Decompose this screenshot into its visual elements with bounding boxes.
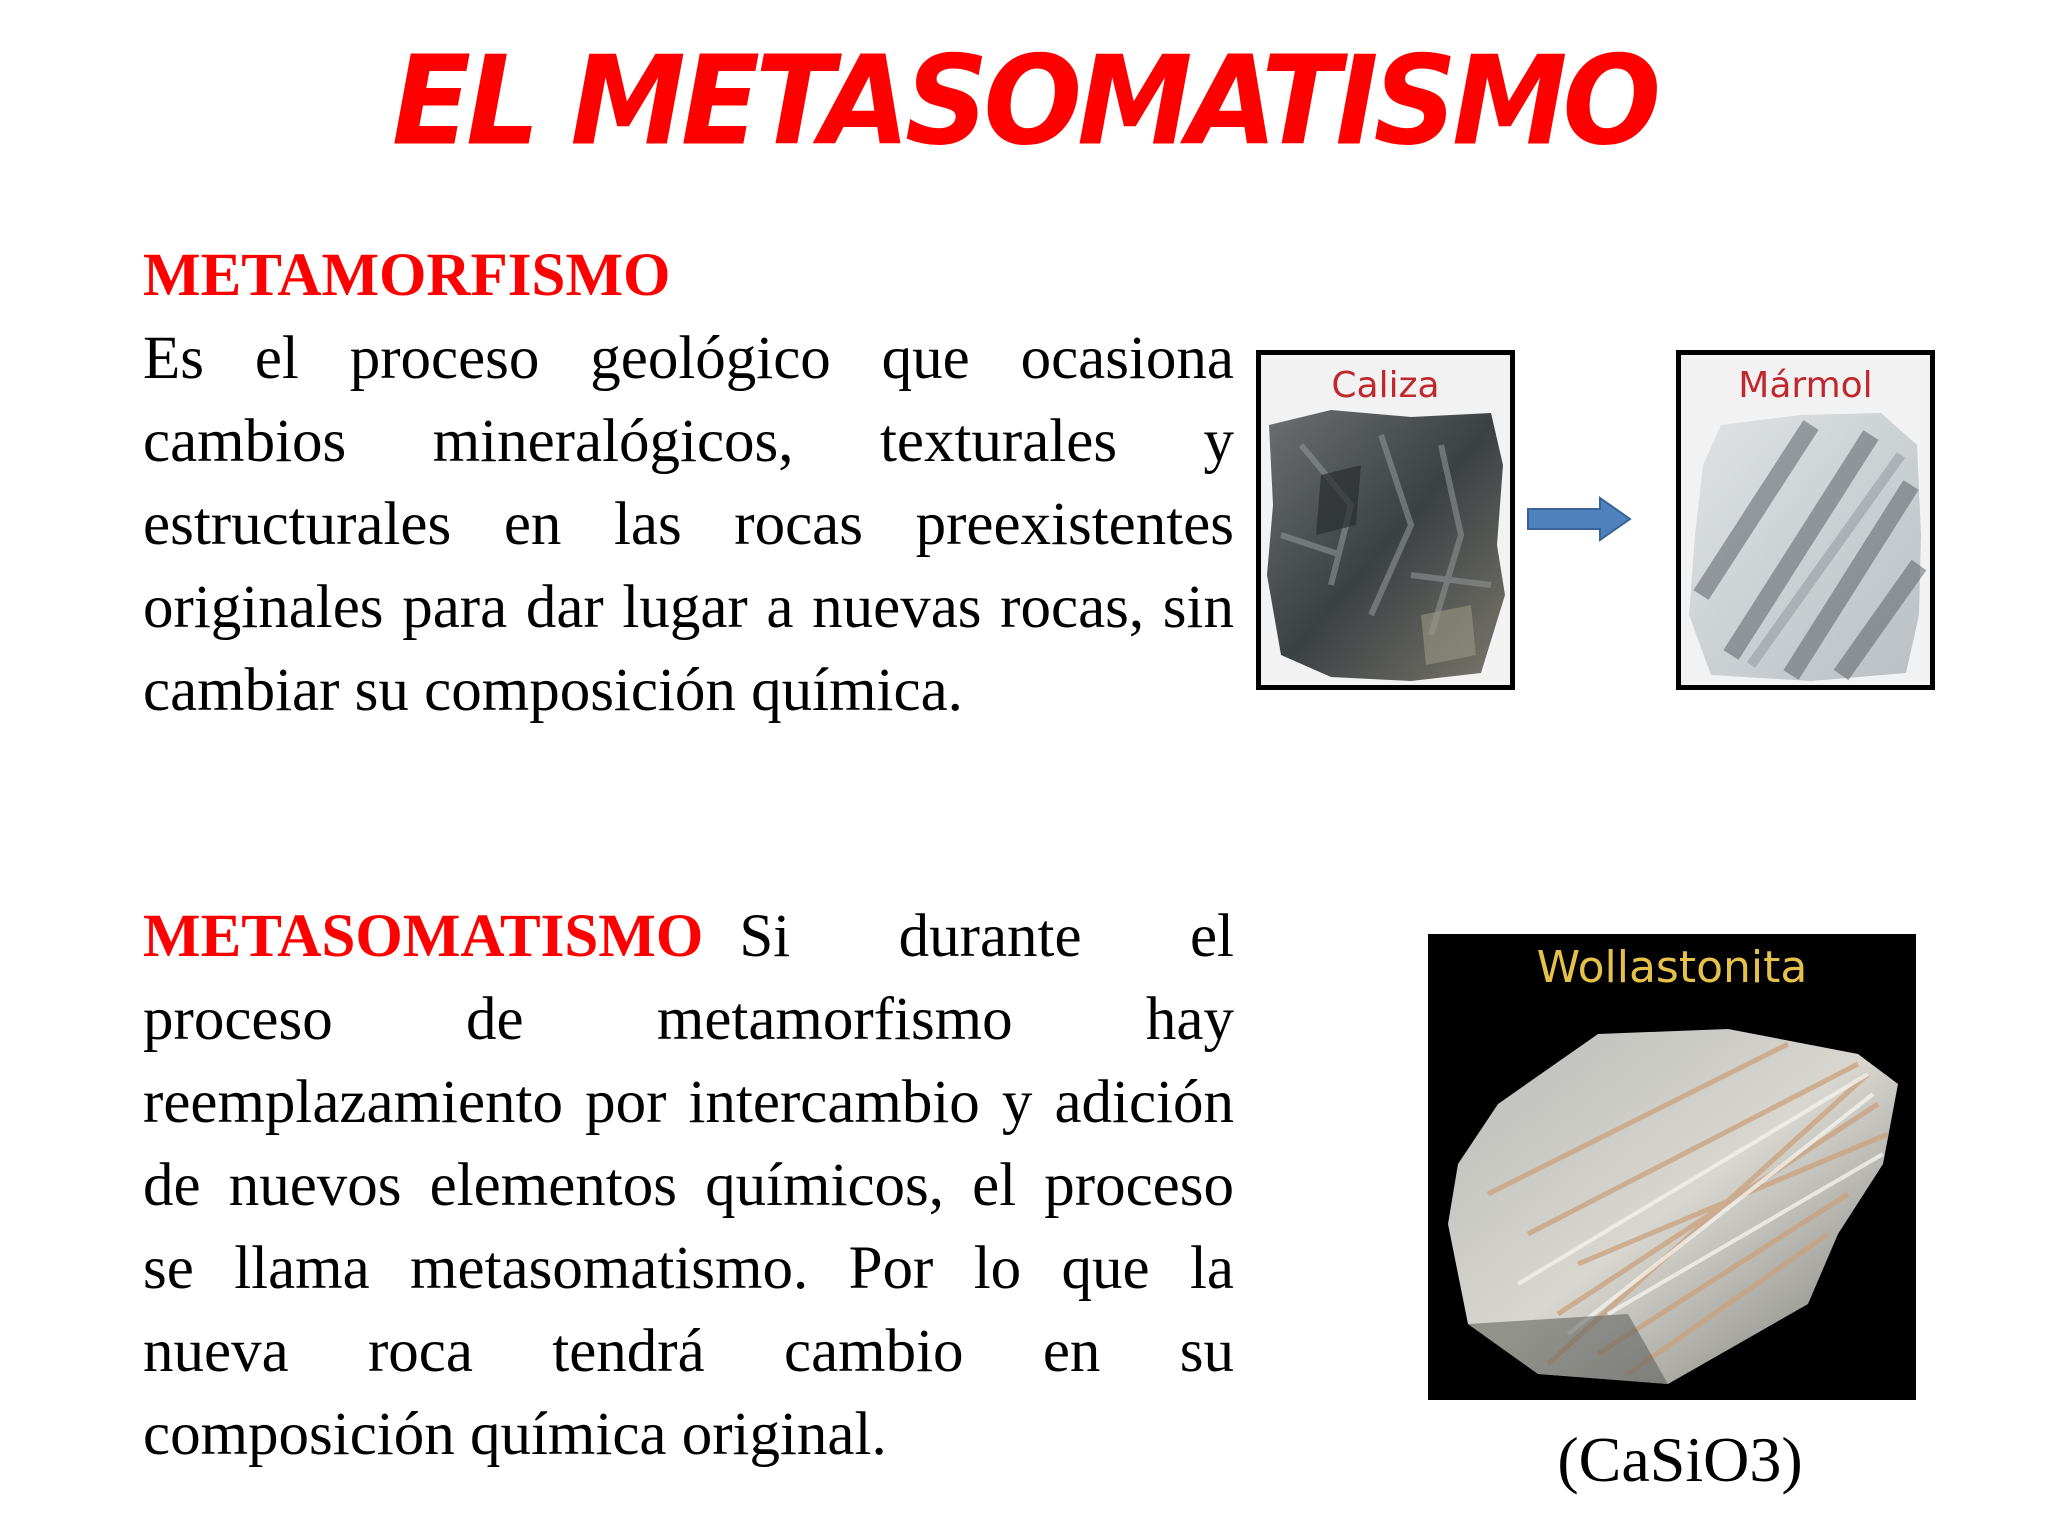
right-arrow-icon <box>1526 496 1634 542</box>
limestone-image <box>1256 350 1515 690</box>
metamorfismo-section <box>143 234 1234 732</box>
metamorfismo-heading: METAMORFISMO <box>143 242 671 309</box>
wollastonite-crystal-illustration <box>1428 934 1916 1400</box>
metasomatismo-section <box>143 895 1234 1476</box>
metasomatismo-heading: METASOMATISMO <box>143 903 704 970</box>
wollastonite-formula: (CaSiO3) <box>1557 1424 1803 1495</box>
marble-caption: Mármol <box>1738 365 1873 406</box>
wollastonite-caption: Wollastonita <box>1536 942 1808 993</box>
marble-image <box>1676 350 1935 690</box>
metasomatismo-text: Si durante el proceso de metamorfismo hay reemplazamiento por intercambio y adición de nuevos elementos químicos, el proceso se llama metasomatismo. Por lo que la nueva roca tendrá cambio en su composición química original. <box>143 903 1234 1468</box>
wollastonite-image <box>1428 934 1916 1400</box>
metamorfismo-text: Es el proceso geológico que ocasiona cambios mineralógicos, texturales y estructurales en las rocas preexistentes originales para dar lugar a nuevas rocas, sin cambiar su composición química. <box>143 325 1234 724</box>
metasomatismo-paragraph <box>143 895 1234 1476</box>
page-title: EL METASOMATISMO <box>391 29 1657 174</box>
limestone-caption: Caliza <box>1331 365 1440 406</box>
